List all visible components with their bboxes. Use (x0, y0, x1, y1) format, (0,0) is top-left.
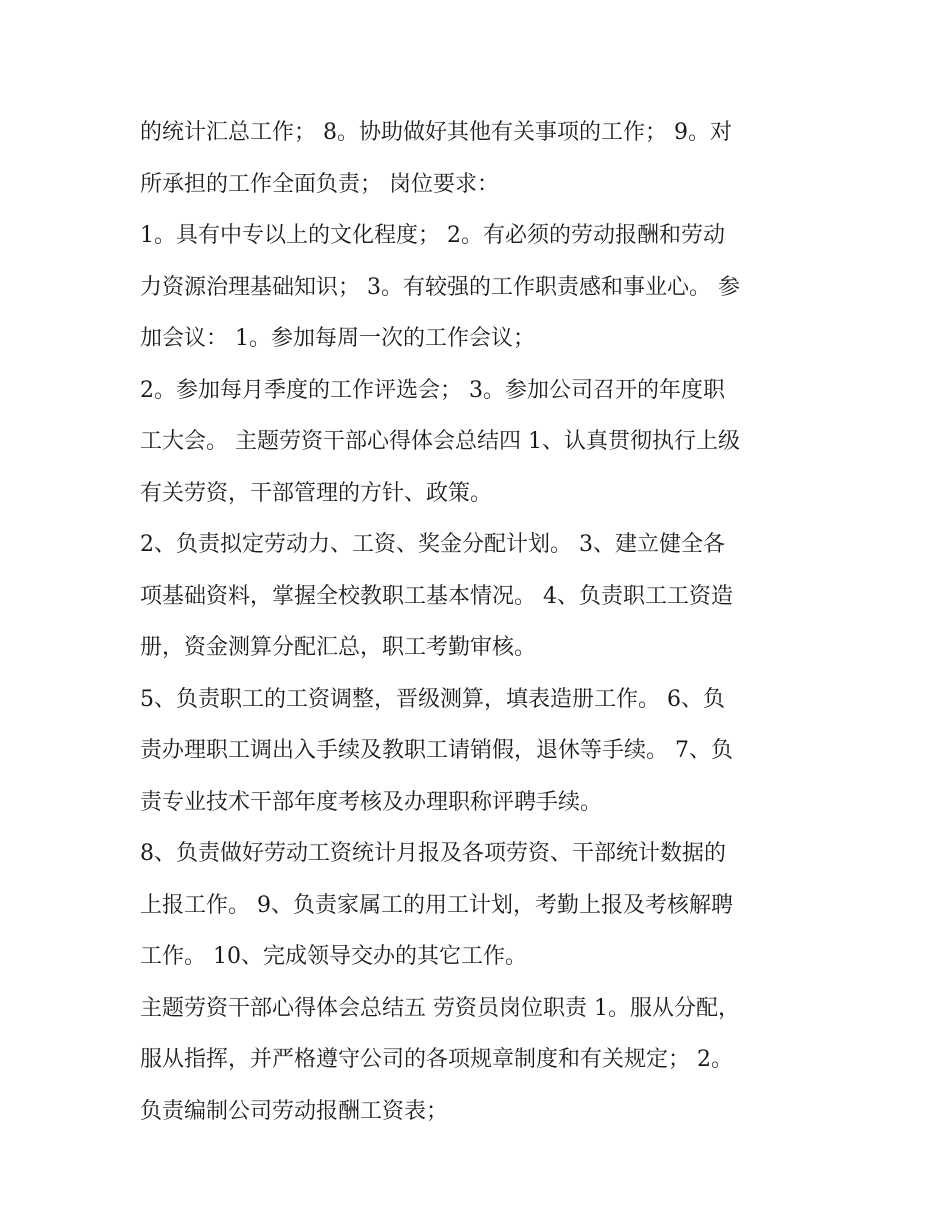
text-line: 责办理职工调出入手续及教职工请销假，退休等手续。 7、负 (140, 738, 733, 763)
text-line: 服从指挥，并严格遵守公司的各项规章制度和有关规定； 2。 (140, 1047, 733, 1072)
text-line: 2。参加每月季度的工作评选会； 3。参加公司召开的年度职 (140, 377, 725, 403)
text-line: 的统计汇总工作； 8。协助做好其他有关事项的工作； 9。对 (140, 120, 732, 145)
text-line: 工作。 10、完成领导交办的其它工作。 (140, 944, 527, 969)
text-line: 册，资金测算分配汇总，职工考勤审核。 (140, 635, 537, 660)
text-line: 2、负责拟定劳动力、工资、奖金分配计划。 3、建立健全各 (140, 532, 725, 557)
text-line: 有关劳资，干部管理的方针、政策。 (140, 480, 493, 506)
text-line: 负责编制公司劳动报酬工资表； (140, 1098, 449, 1124)
text-line: 责专业技术干部年度考核及办理职称评聘手续。 (140, 789, 603, 815)
text-line: 工大会。 主题劳资干部心得体会总结四 1、认真贯彻执行上级 (140, 429, 740, 454)
text-line: 8、负责做好劳动工资统计月报及各项劳资、干部统计数据的 (140, 841, 726, 866)
text-line: 1。具有中专以上的文化程度； 2。有必须的劳动报酬和劳动 (140, 223, 725, 248)
text-line: 5、负责职工的工资调整，晋级测算，填表造册工作。 6、负 (140, 686, 725, 712)
text-line: 力资源治理基础知识； 3。有较强的工作职责感和事业心。 参 (140, 274, 740, 300)
text-line: 所承担的工作全面负责； 岗位要求： (140, 171, 499, 197)
document-body (140, 107, 830, 1137)
text-line: 主题劳资干部心得体会总结五 劳资员岗位职责 1。服从分配， (140, 995, 740, 1021)
text-line: 上报工作。 9、负责家属工的用工计划，考勤上报及考核解聘 (140, 892, 733, 918)
text-line: 项基础资料，掌握全校教职工基本情况。 4、负责职工工资造 (140, 583, 733, 609)
text-line: 加会议： 1。参加每周一次的工作会议； (140, 326, 535, 351)
